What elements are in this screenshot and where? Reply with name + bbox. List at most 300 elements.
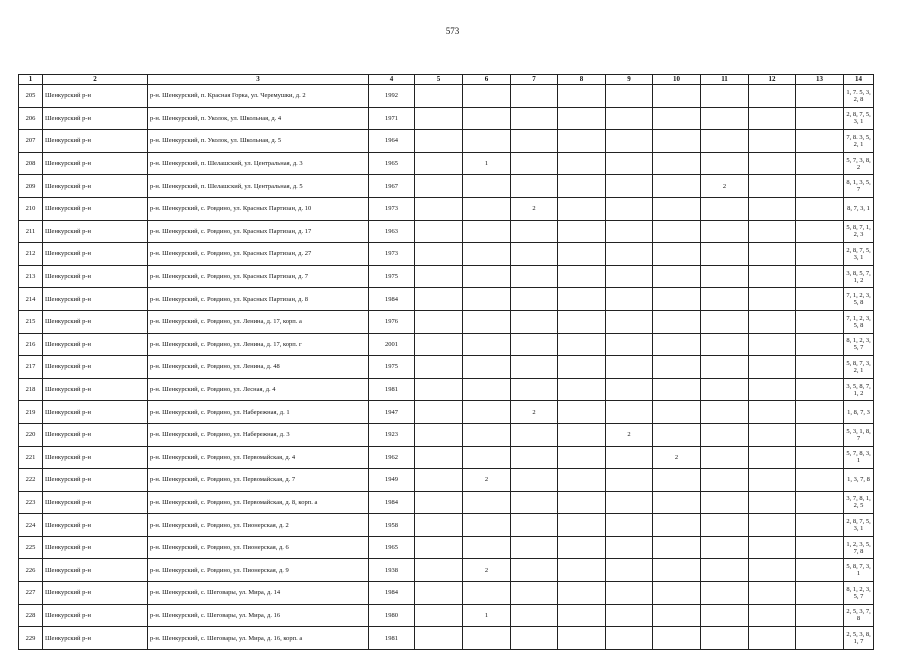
col5-cell: [415, 356, 463, 379]
col5-cell: [415, 582, 463, 605]
row-number: 211: [19, 220, 43, 243]
column-header: 3: [148, 75, 369, 85]
col8-cell: [558, 401, 606, 424]
district-cell: Шенкурский р-н: [43, 514, 148, 537]
col10-cell: [653, 197, 701, 220]
col11-cell: [701, 446, 749, 469]
address-cell: р-н. Шенкурский, с. Ровдино, ул. Ленина, д. 17, корп. а: [148, 310, 369, 333]
column-header: 13: [796, 75, 844, 85]
row-number: 216: [19, 333, 43, 356]
col11-cell: [701, 197, 749, 220]
col7-cell: [511, 627, 558, 650]
address-cell: р-н. Шенкурский, с. Шеговары, ул. Мира, д. 16, корп. а: [148, 627, 369, 650]
year-cell: 1949: [369, 469, 415, 492]
col9-cell: [606, 288, 653, 311]
year-cell: 1971: [369, 107, 415, 130]
col9-cell: [606, 243, 653, 266]
district-cell: Шенкурский р-н: [43, 627, 148, 650]
column-header: 5: [415, 75, 463, 85]
col12-cell: [749, 401, 796, 424]
col11-cell: [701, 152, 749, 175]
table-row: [19, 446, 874, 469]
col12-cell: [749, 446, 796, 469]
col13-cell: [796, 582, 844, 605]
col10-cell: [653, 130, 701, 153]
codes-cell: 5, 8, 7, 3, 1: [844, 559, 874, 582]
col9-cell: [606, 401, 653, 424]
column-header: 9: [606, 75, 653, 85]
col11-cell: [701, 288, 749, 311]
address-cell: р-н. Шенкурский, с. Ровдино, ул. Набережная, д. 1: [148, 401, 369, 424]
col7-cell: [511, 130, 558, 153]
col5-cell: [415, 604, 463, 627]
col8-cell: [558, 423, 606, 446]
district-cell: Шенкурский р-н: [43, 85, 148, 108]
col6-cell: [463, 491, 511, 514]
col6-cell: [463, 356, 511, 379]
col10-cell: [653, 559, 701, 582]
column-header: 10: [653, 75, 701, 85]
col10-cell: [653, 491, 701, 514]
col9-cell: [606, 536, 653, 559]
address-cell: р-н. Шенкурский, с. Ровдино, ул. Набережная, д. 3: [148, 423, 369, 446]
table-row: [19, 559, 874, 582]
col12-cell: [749, 220, 796, 243]
table-row: [19, 582, 874, 605]
col7-cell: [511, 604, 558, 627]
table-row: [19, 627, 874, 650]
col12-cell: [749, 197, 796, 220]
col7-cell: [511, 243, 558, 266]
col11-cell: [701, 469, 749, 492]
codes-cell: 8, 1, 2, 3, 5, 7: [844, 333, 874, 356]
col9-cell: 2: [606, 423, 653, 446]
row-number: 215: [19, 310, 43, 333]
col10-cell: [653, 152, 701, 175]
year-cell: 1980: [369, 604, 415, 627]
row-number: 226: [19, 559, 43, 582]
col12-cell: [749, 107, 796, 130]
col10-cell: [653, 469, 701, 492]
address-cell: р-н. Шенкурский, с. Ровдино, ул. Красных Партизан, д. 7: [148, 265, 369, 288]
codes-cell: 8, 1, 3, 5, 7: [844, 175, 874, 198]
col5-cell: [415, 265, 463, 288]
col10-cell: [653, 627, 701, 650]
col13-cell: [796, 446, 844, 469]
row-number: 219: [19, 401, 43, 424]
column-header: 14: [844, 75, 874, 85]
col10-cell: 2: [653, 446, 701, 469]
address-cell: р-н. Шенкурский, с. Ровдино, ул. Первомайская, д. 8, корп. а: [148, 491, 369, 514]
header-row: [19, 75, 874, 85]
district-cell: Шенкурский р-н: [43, 265, 148, 288]
col9-cell: [606, 559, 653, 582]
col13-cell: [796, 220, 844, 243]
col9-cell: [606, 265, 653, 288]
col9-cell: [606, 197, 653, 220]
col11-cell: [701, 582, 749, 605]
col7-cell: [511, 423, 558, 446]
row-number: 205: [19, 85, 43, 108]
year-cell: 1976: [369, 310, 415, 333]
col12-cell: [749, 265, 796, 288]
col11-cell: [701, 536, 749, 559]
codes-cell: 5, 3, 1, 8, 7: [844, 423, 874, 446]
year-cell: 1984: [369, 582, 415, 605]
row-number: 208: [19, 152, 43, 175]
col5-cell: [415, 107, 463, 130]
col5-cell: [415, 288, 463, 311]
col13-cell: [796, 85, 844, 108]
col13-cell: [796, 604, 844, 627]
col11-cell: [701, 423, 749, 446]
col9-cell: [606, 310, 653, 333]
year-cell: 1938: [369, 559, 415, 582]
codes-cell: 3, 7, 8, 1, 2, 5: [844, 491, 874, 514]
col12-cell: [749, 356, 796, 379]
col8-cell: [558, 288, 606, 311]
row-number: 220: [19, 423, 43, 446]
year-cell: 2001: [369, 333, 415, 356]
address-cell: р-н. Шенкурский, с. Ровдино, ул. Пионерская, д. 6: [148, 536, 369, 559]
col10-cell: [653, 310, 701, 333]
table-row: [19, 401, 874, 424]
col6-cell: [463, 220, 511, 243]
col12-cell: [749, 130, 796, 153]
year-cell: 1962: [369, 446, 415, 469]
district-cell: Шенкурский р-н: [43, 423, 148, 446]
year-cell: 1965: [369, 152, 415, 175]
col12-cell: [749, 152, 796, 175]
col5-cell: [415, 514, 463, 537]
col7-cell: 2: [511, 197, 558, 220]
year-cell: 1973: [369, 197, 415, 220]
district-cell: Шенкурский р-н: [43, 130, 148, 153]
table-row: [19, 604, 874, 627]
col13-cell: [796, 333, 844, 356]
col6-cell: [463, 514, 511, 537]
col12-cell: [749, 310, 796, 333]
col9-cell: [606, 333, 653, 356]
codes-cell: 5, 7, 3, 8, 2: [844, 152, 874, 175]
col5-cell: [415, 310, 463, 333]
col5-cell: [415, 130, 463, 153]
row-number: 225: [19, 536, 43, 559]
col12-cell: [749, 423, 796, 446]
col7-cell: [511, 175, 558, 198]
col10-cell: [653, 423, 701, 446]
col11-cell: [701, 356, 749, 379]
codes-cell: 3, 8, 5, 7, 1, 2: [844, 265, 874, 288]
district-cell: Шенкурский р-н: [43, 469, 148, 492]
codes-cell: 2, 8, 7, 5, 3, 1: [844, 243, 874, 266]
col12-cell: [749, 604, 796, 627]
col9-cell: [606, 152, 653, 175]
column-header: 1: [19, 75, 43, 85]
col7-cell: [511, 333, 558, 356]
col8-cell: [558, 152, 606, 175]
col8-cell: [558, 107, 606, 130]
district-cell: Шенкурский р-н: [43, 491, 148, 514]
col8-cell: [558, 130, 606, 153]
codes-cell: 5, 7, 8, 3, 1: [844, 446, 874, 469]
col8-cell: [558, 378, 606, 401]
col11-cell: [701, 378, 749, 401]
register-table: [18, 74, 874, 650]
district-cell: Шенкурский р-н: [43, 288, 148, 311]
codes-cell: 8, 7, 3, 1: [844, 197, 874, 220]
col12-cell: [749, 288, 796, 311]
table-row: [19, 265, 874, 288]
table-body: [19, 85, 874, 650]
col13-cell: [796, 310, 844, 333]
codes-cell: 3, 5, 8, 7, 1, 2: [844, 378, 874, 401]
codes-cell: 7, 1, 2, 3, 5, 8: [844, 310, 874, 333]
address-cell: р-н. Шенкурский, с. Ровдино, ул. Первомайская, д. 4: [148, 446, 369, 469]
address-cell: р-н. Шенкурский, с. Ровдино, ул. Пионерская, д. 2: [148, 514, 369, 537]
col13-cell: [796, 152, 844, 175]
row-number: 209: [19, 175, 43, 198]
district-cell: Шенкурский р-н: [43, 559, 148, 582]
col13-cell: [796, 469, 844, 492]
col9-cell: [606, 107, 653, 130]
col12-cell: [749, 378, 796, 401]
col10-cell: [653, 582, 701, 605]
col6-cell: [463, 197, 511, 220]
codes-cell: 7, 1, 2, 3, 5, 8: [844, 288, 874, 311]
address-cell: р-н. Шенкурский, с. Ровдино, ул. Ленина, д. 48: [148, 356, 369, 379]
col10-cell: [653, 243, 701, 266]
col5-cell: [415, 469, 463, 492]
col11-cell: [701, 514, 749, 537]
col6-cell: [463, 446, 511, 469]
col11-cell: [701, 604, 749, 627]
col8-cell: [558, 243, 606, 266]
col9-cell: [606, 514, 653, 537]
col10-cell: [653, 378, 701, 401]
district-cell: Шенкурский р-н: [43, 107, 148, 130]
year-cell: 1984: [369, 491, 415, 514]
table-row: [19, 333, 874, 356]
col5-cell: [415, 333, 463, 356]
col5-cell: [415, 446, 463, 469]
col8-cell: [558, 333, 606, 356]
district-cell: Шенкурский р-н: [43, 378, 148, 401]
row-number: 222: [19, 469, 43, 492]
col6-cell: [463, 130, 511, 153]
col12-cell: [749, 491, 796, 514]
col13-cell: [796, 536, 844, 559]
col7-cell: [511, 356, 558, 379]
table-row: [19, 536, 874, 559]
col12-cell: [749, 333, 796, 356]
row-number: 223: [19, 491, 43, 514]
address-cell: р-н. Шенкурский, с. Шеговары, ул. Мира, д. 14: [148, 582, 369, 605]
col5-cell: [415, 243, 463, 266]
col6-cell: [463, 85, 511, 108]
col9-cell: [606, 604, 653, 627]
year-cell: 1967: [369, 175, 415, 198]
address-cell: р-н. Шенкурский, п. Шелашский, ул. Центральная, д. 3: [148, 152, 369, 175]
year-cell: 1975: [369, 265, 415, 288]
col11-cell: [701, 401, 749, 424]
year-cell: 1981: [369, 627, 415, 650]
col13-cell: [796, 356, 844, 379]
col6-cell: [463, 288, 511, 311]
column-header: 8: [558, 75, 606, 85]
address-cell: р-н. Шенкурский, с. Ровдино, ул. Первомайская, д. 7: [148, 469, 369, 492]
col13-cell: [796, 243, 844, 266]
col12-cell: [749, 582, 796, 605]
column-header: 11: [701, 75, 749, 85]
col6-cell: [463, 265, 511, 288]
col7-cell: [511, 220, 558, 243]
col5-cell: [415, 378, 463, 401]
codes-cell: 2, 5, 3, 8, 1, 7: [844, 627, 874, 650]
row-number: 217: [19, 356, 43, 379]
col13-cell: [796, 288, 844, 311]
address-cell: р-н. Шенкурский, п. Шелашский, ул. Центральная, д. 5: [148, 175, 369, 198]
codes-cell: 1, 2, 3, 5, 7, 8: [844, 536, 874, 559]
col5-cell: [415, 220, 463, 243]
col10-cell: [653, 401, 701, 424]
address-cell: р-н. Шенкурский, п. Уколок, ул. Школьная, д. 4: [148, 107, 369, 130]
col13-cell: [796, 627, 844, 650]
col7-cell: [511, 378, 558, 401]
row-number: 212: [19, 243, 43, 266]
col9-cell: [606, 582, 653, 605]
row-number: 228: [19, 604, 43, 627]
district-cell: Шенкурский р-н: [43, 582, 148, 605]
col13-cell: [796, 401, 844, 424]
col11-cell: [701, 491, 749, 514]
col9-cell: [606, 627, 653, 650]
col7-cell: [511, 514, 558, 537]
district-cell: Шенкурский р-н: [43, 401, 148, 424]
row-number: 218: [19, 378, 43, 401]
col11-cell: [701, 333, 749, 356]
col7-cell: [511, 265, 558, 288]
col7-cell: [511, 559, 558, 582]
col7-cell: [511, 107, 558, 130]
col8-cell: [558, 469, 606, 492]
col8-cell: [558, 197, 606, 220]
table-row: [19, 107, 874, 130]
district-cell: Шенкурский р-н: [43, 152, 148, 175]
col8-cell: [558, 559, 606, 582]
year-cell: 1958: [369, 514, 415, 537]
col7-cell: [511, 152, 558, 175]
col6-cell: [463, 243, 511, 266]
col7-cell: [511, 288, 558, 311]
col7-cell: [511, 446, 558, 469]
row-number: 213: [19, 265, 43, 288]
address-cell: р-н. Шенкурский, с. Ровдино, ул. Красных Партизан, д. 10: [148, 197, 369, 220]
col6-cell: [463, 401, 511, 424]
col13-cell: [796, 559, 844, 582]
col9-cell: [606, 130, 653, 153]
col8-cell: [558, 175, 606, 198]
col12-cell: [749, 559, 796, 582]
col7-cell: 2: [511, 401, 558, 424]
codes-cell: 8, 1, 2, 3, 5, 7: [844, 582, 874, 605]
codes-cell: 1, 7. 5, 3, 2, 8: [844, 85, 874, 108]
col5-cell: [415, 423, 463, 446]
col12-cell: [749, 469, 796, 492]
col6-cell: [463, 107, 511, 130]
address-cell: р-н. Шенкурский, с. Ровдино, ул. Красных Партизан, д. 8: [148, 288, 369, 311]
codes-cell: 2, 8, 7, 5, 3, 1: [844, 514, 874, 537]
codes-cell: 2, 8, 7, 5, 3, 1: [844, 107, 874, 130]
col6-cell: [463, 627, 511, 650]
codes-cell: 5, 8, 7, 1, 2, 3: [844, 220, 874, 243]
address-cell: р-н. Шенкурский, с. Ровдино, ул. Ленина, д. 17, корп. г: [148, 333, 369, 356]
col13-cell: [796, 197, 844, 220]
table-row: [19, 288, 874, 311]
col13-cell: [796, 107, 844, 130]
col5-cell: [415, 627, 463, 650]
col11-cell: [701, 220, 749, 243]
col7-cell: [511, 469, 558, 492]
table-row: [19, 175, 874, 198]
col5-cell: [415, 197, 463, 220]
col5-cell: [415, 401, 463, 424]
address-cell: р-н. Шенкурский, с. Ровдино, ул. Пионерская, д. 9: [148, 559, 369, 582]
col12-cell: [749, 243, 796, 266]
district-cell: Шенкурский р-н: [43, 604, 148, 627]
table-row: [19, 152, 874, 175]
col7-cell: [511, 491, 558, 514]
col13-cell: [796, 175, 844, 198]
col10-cell: [653, 220, 701, 243]
row-number: 207: [19, 130, 43, 153]
column-header: 4: [369, 75, 415, 85]
col10-cell: [653, 288, 701, 311]
col6-cell: 2: [463, 469, 511, 492]
col6-cell: [463, 310, 511, 333]
col6-cell: [463, 333, 511, 356]
col13-cell: [796, 491, 844, 514]
col11-cell: [701, 243, 749, 266]
col13-cell: [796, 130, 844, 153]
col11-cell: [701, 559, 749, 582]
table-row: [19, 243, 874, 266]
col9-cell: [606, 85, 653, 108]
col13-cell: [796, 514, 844, 537]
table-row: [19, 197, 874, 220]
district-cell: Шенкурский р-н: [43, 310, 148, 333]
col8-cell: [558, 446, 606, 469]
column-header: 6: [463, 75, 511, 85]
year-cell: 1963: [369, 220, 415, 243]
address-cell: р-н. Шенкурский, п. Красная Горка, ул. Черемушки, д. 2: [148, 85, 369, 108]
col8-cell: [558, 582, 606, 605]
column-header: 2: [43, 75, 148, 85]
col12-cell: [749, 514, 796, 537]
col7-cell: [511, 582, 558, 605]
col9-cell: [606, 175, 653, 198]
col9-cell: [606, 446, 653, 469]
codes-cell: 2, 5, 3, 7, 8: [844, 604, 874, 627]
codes-cell: 1, 8, 7, 3: [844, 401, 874, 424]
col9-cell: [606, 356, 653, 379]
row-number: 227: [19, 582, 43, 605]
col10-cell: [653, 356, 701, 379]
year-cell: 1992: [369, 85, 415, 108]
col11-cell: [701, 627, 749, 650]
col9-cell: [606, 491, 653, 514]
district-cell: Шенкурский р-н: [43, 175, 148, 198]
